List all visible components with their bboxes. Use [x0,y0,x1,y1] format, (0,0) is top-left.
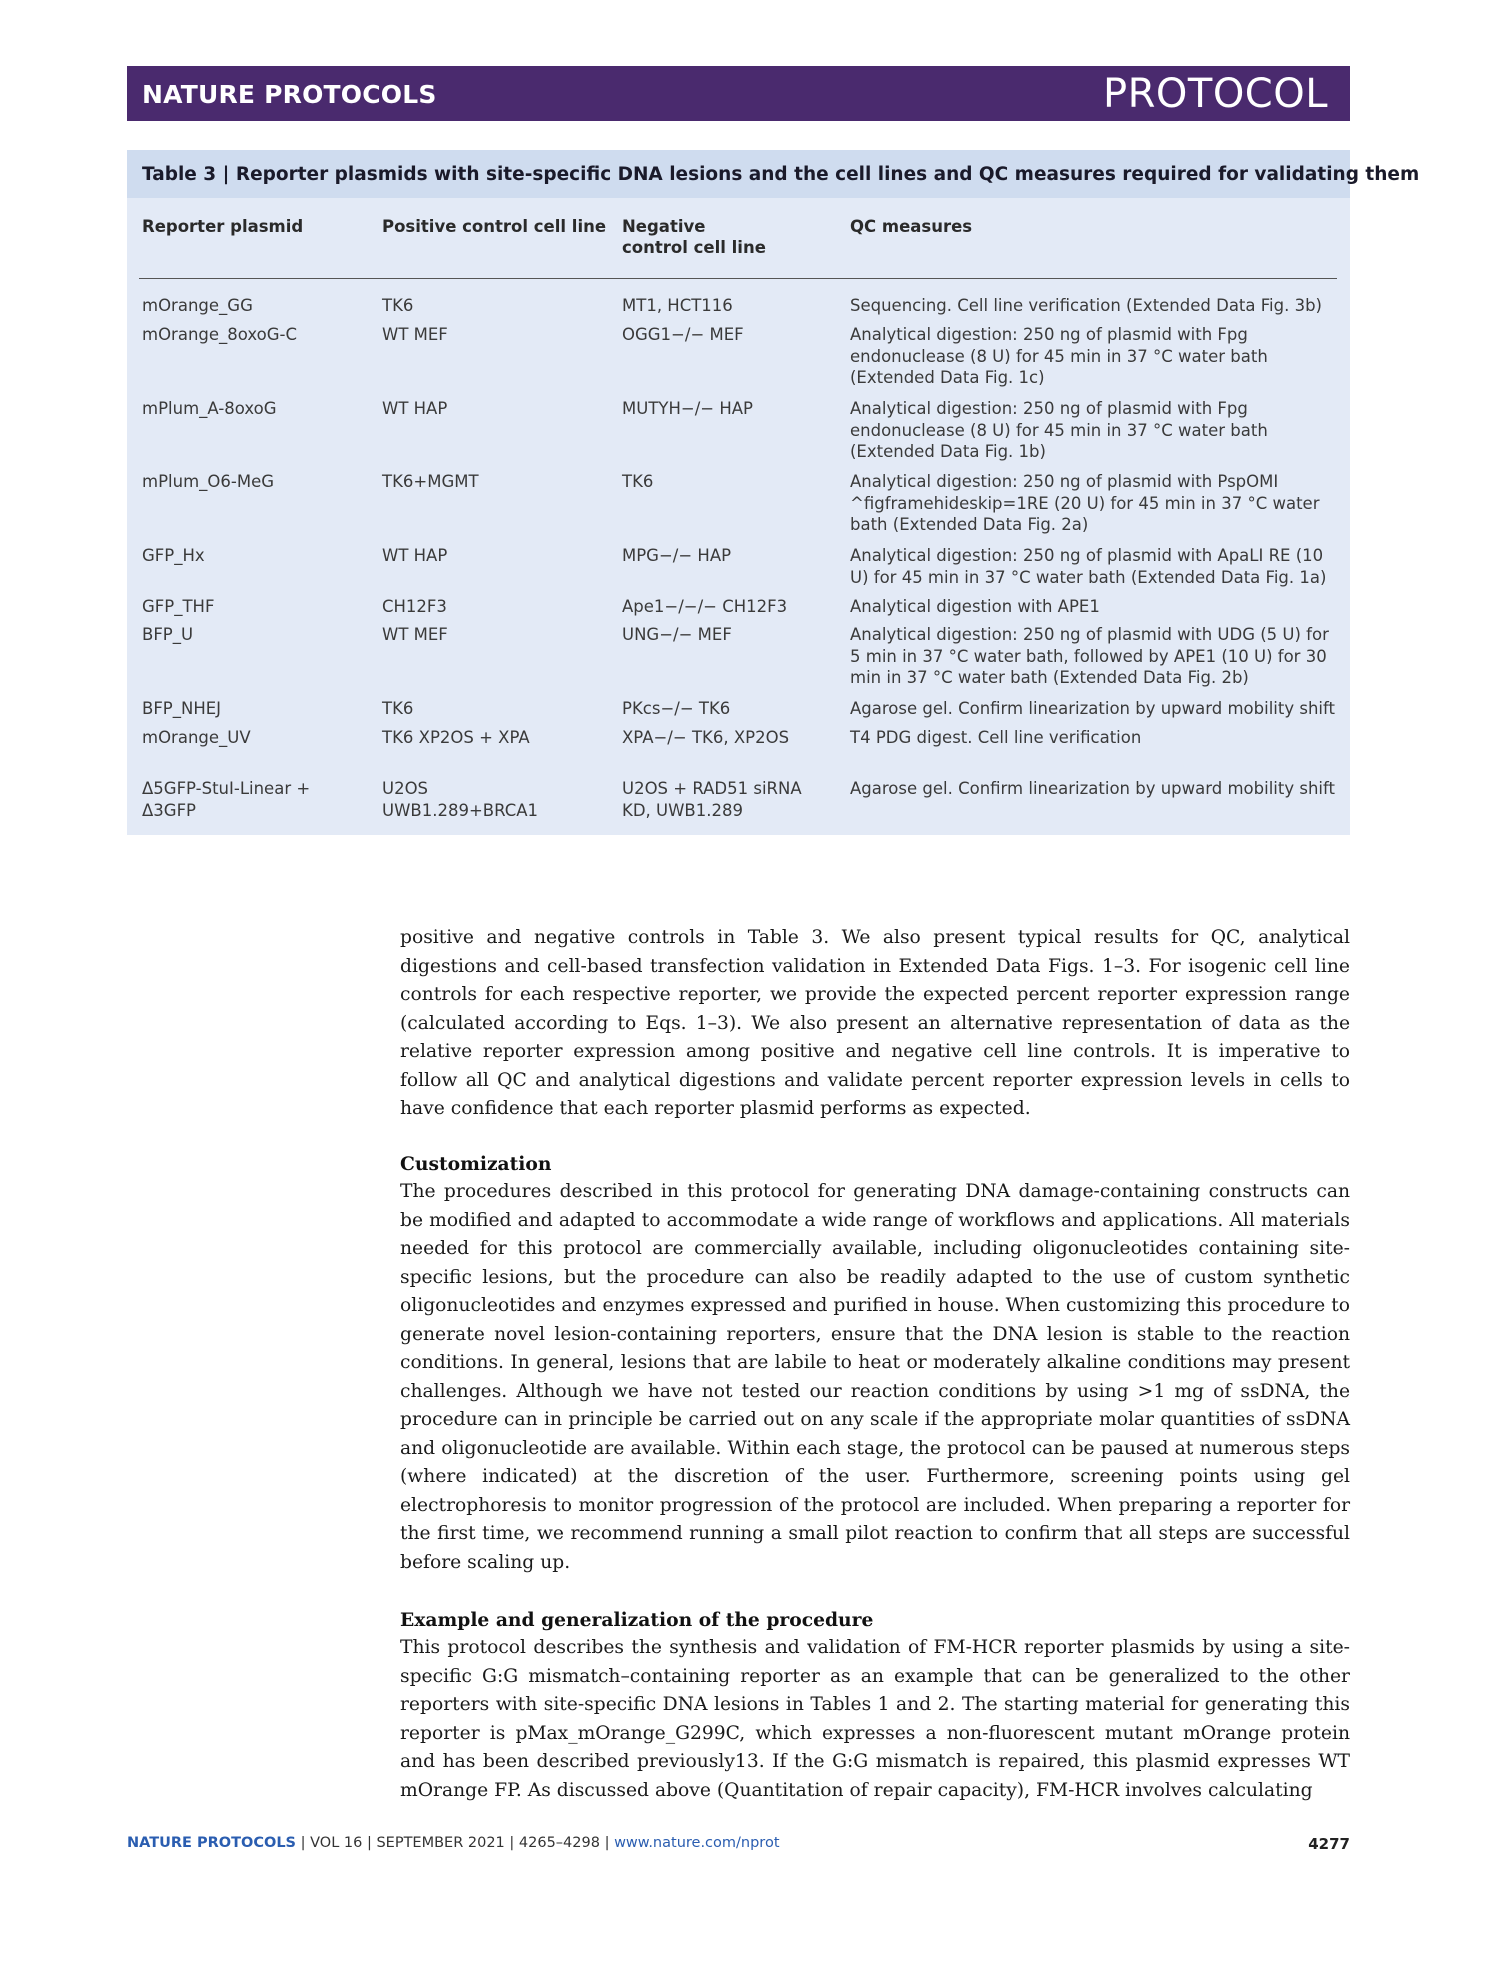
table-cell-plasmid: mPlum_A-8oxoG [142,399,277,418]
table-cell-negative: MUTYH−/− HAP [622,399,753,418]
table-cell-negative: Ape1−/−/− CH12F3 [622,597,788,616]
page-footer: NATURE PROTOCOLS | VOL 16 | SEPTEMBER 2021 | 4265–4298 | www.nature.com/nprot 4277 [127,1835,1350,1853]
table-cell-positive: WT HAP [382,546,448,565]
table-cell-plasmid: BFP_NHEJ [142,699,222,718]
table-cell-qc: Analytical digestion: 250 ng of plasmid with Fpg endonuclease (8 U) for 45 min in 37 °C water bath (Extended Data Fig. 1c) [850,325,1268,387]
column-header-negative: Negative control cell line [622,217,766,257]
column-header-qc: QC measures [850,217,973,236]
footer-url[interactable]: www.nature.com/nprot [614,1835,780,1851]
table-cell-negative: UNG−/− MEF [622,625,732,644]
table-cell-plasmid: mOrange_GG [142,296,253,315]
intro-paragraph: positive and negative controls in Table 3. We also present typical results for QC, analytical digestions and cell-based transfection validation in Extended Data Figs. 1–3. For isogenic cell line controls for each respective reporter, we provide the expected percent reporter expression range (calculated according to Eqs. 1–3). We also present an alternative representation of data as the relative reporter expression among positive and negative cell line controls. It is imperative to follow all QC and analytical digestions and validate percent reporter expression levels in cells to have confidence that each reporter plasmid performs as expected. [400,927,1350,1119]
table-3 [127,150,1420,835]
table-cell-plasmid: Δ5GFP-StuI-Linear + Δ3GFP [142,779,311,820]
journal-name: NATURE PROTOCOLS [142,80,437,109]
table-cell-plasmid: mOrange_UV [142,728,251,747]
table-cell-negative: MPG−/− HAP [622,546,732,565]
table-cell-negative: U2OS + RAD51 siRNA KD, UWB1.289 [622,779,802,820]
section-title-example: Example and generalization of the procedure [400,1609,874,1631]
table-cell-positive: WT MEF [382,625,448,644]
table-cell-negative: OGG1−/− MEF [622,325,744,344]
column-header-positive: Positive control cell line [382,217,607,236]
table-cell-positive: TK6 [382,296,414,315]
table-caption [127,150,1420,198]
page-number: 4277 [1308,1835,1350,1853]
table-cell-positive: U2OS UWB1.289+BRCA1 [382,779,539,820]
table-cell-qc: Agarose gel. Confirm linearization by upward mobility shift [850,699,1335,718]
table-cell-positive: WT HAP [382,399,448,418]
footer-pages: 4265–4298 [518,1835,600,1851]
table-cell-plasmid: BFP_U [142,625,194,644]
table-cell-positive: TK6 [382,699,414,718]
table-cell-qc: Sequencing. Cell line verification (Extended Data Fig. 3b) [850,296,1322,315]
footer-volume: VOL 16 [310,1835,363,1851]
header-rule [139,278,1337,279]
journal-header [127,66,1350,121]
table-cell-plasmid: GFP_THF [142,597,215,616]
table-cell-qc: Analytical digestion with APE1 [850,597,1100,616]
caption-text: Reporter plasmids with site-specific DNA lesions and the cell lines and QC measures required for validating them [235,164,1420,185]
example-paragraph: This protocol describes the synthesis and validation of FM-HCR reporter plasmids by using a site-specific G:G mismatch–containing reporter as an example that can be generalized to the other reporters with site-specific DNA lesions in Tables 1 and 2. The starting material for generating this reporter is pMax_mOrange_G299C, which expresses a non-fluorescent mutant mOrange protein and has been described previously13. If the G:G mismatch is repaired, this plasmid expresses WT mOrange FP. As discussed above (Quantitation of repair capacity), FM-HCR involves calculating [400,1637,1350,1801]
table-cell-plasmid: GFP_Hx [142,546,205,565]
table-cell-negative: PKcs−/− TK6 [622,699,731,718]
table-cell-positive: CH12F3 [382,597,447,616]
table-cell-qc: Analytical digestion: 250 ng of plasmid with PspOMI ^figframehideskip=1RE (20 U) for 45 min in 37 °C water bath (Extended Data Fig. 2a) [850,472,1320,534]
table-cell-qc: Analytical digestion: 250 ng of plasmid with ApaLI RE (10 U) for 45 min in 37 °C water bath (Extended Data Fig. 1a) [850,546,1327,587]
table-cell-qc: Analytical digestion: 250 ng of plasmid with Fpg endonuclease (8 U) for 45 min in 37 °C water bath (Extended Data Fig. 1b) [850,399,1268,461]
table-cell-negative: XPA−/− TK6, XP2OS [622,728,790,747]
caption-separator: | [222,164,230,185]
table-cell-qc: Agarose gel. Confirm linearization by upward mobility shift [850,779,1335,798]
table-cell-positive: TK6+MGMT [382,472,479,491]
table-cell-plasmid: mOrange_8oxoG-C [142,325,297,344]
table-cell-negative: TK6 [622,472,654,491]
article-type: PROTOCOL [1102,71,1328,117]
table-cell-qc: Analytical digestion: 250 ng of plasmid with UDG (5 U) for 5 min in 37 °C water bath, followed by APE1 (10 U) for 30 min in 37 °C water bath (Extended Data Fig. 2b) [850,625,1329,687]
footer-journal: NATURE PROTOCOLS [127,1835,297,1851]
table-cell-positive: WT MEF [382,325,448,344]
table-cell-negative: MT1, HCT116 [622,296,733,315]
section-title-customization: Customization [400,1153,552,1175]
table-cell-plasmid: mPlum_O6-MeG [142,472,274,491]
column-header-plasmid: Reporter plasmid [142,217,304,236]
footer-date: SEPTEMBER 2021 [376,1835,505,1851]
table-cell-positive: TK6 XP2OS + XPA [382,728,530,747]
table-cell-qc: T4 PDG digest. Cell line verification [850,728,1142,747]
table-label: Table 3 [142,164,217,185]
customization-paragraph: The procedures described in this protocol for generating DNA damage-containing constructs can be modified and adapted to accommodate a wide range of workflows and applications. All materials needed for this protocol are commercially available, including oligonucleotides containing site-specific lesions, but the procedure can also be readily adapted to the use of custom synthetic oligonucleotides and enzymes expressed and purified in house. When customizing this procedure to generate novel lesion-containing reporters, ensure that the DNA lesion is stable to the reaction conditions. In general, lesions that are labile to heat or moderately alkaline conditions may present challenges. Although we have not tested our reaction conditions by using >1 mg of ssDNA, the procedure can in principle be carried out on any scale if the appropriate molar quantities of ssDNA and oligonucleotide are available. Within each stage, the protocol can be paused at numerous steps (where indicated) at the discretion of the user. Furthermore, screening points using gel electrophoresis to monitor progression of the protocol are included. When preparing a reporter for the first time, we recommend running a small pilot reaction to confirm that all steps are successful before scaling up. [400,1181,1350,1573]
